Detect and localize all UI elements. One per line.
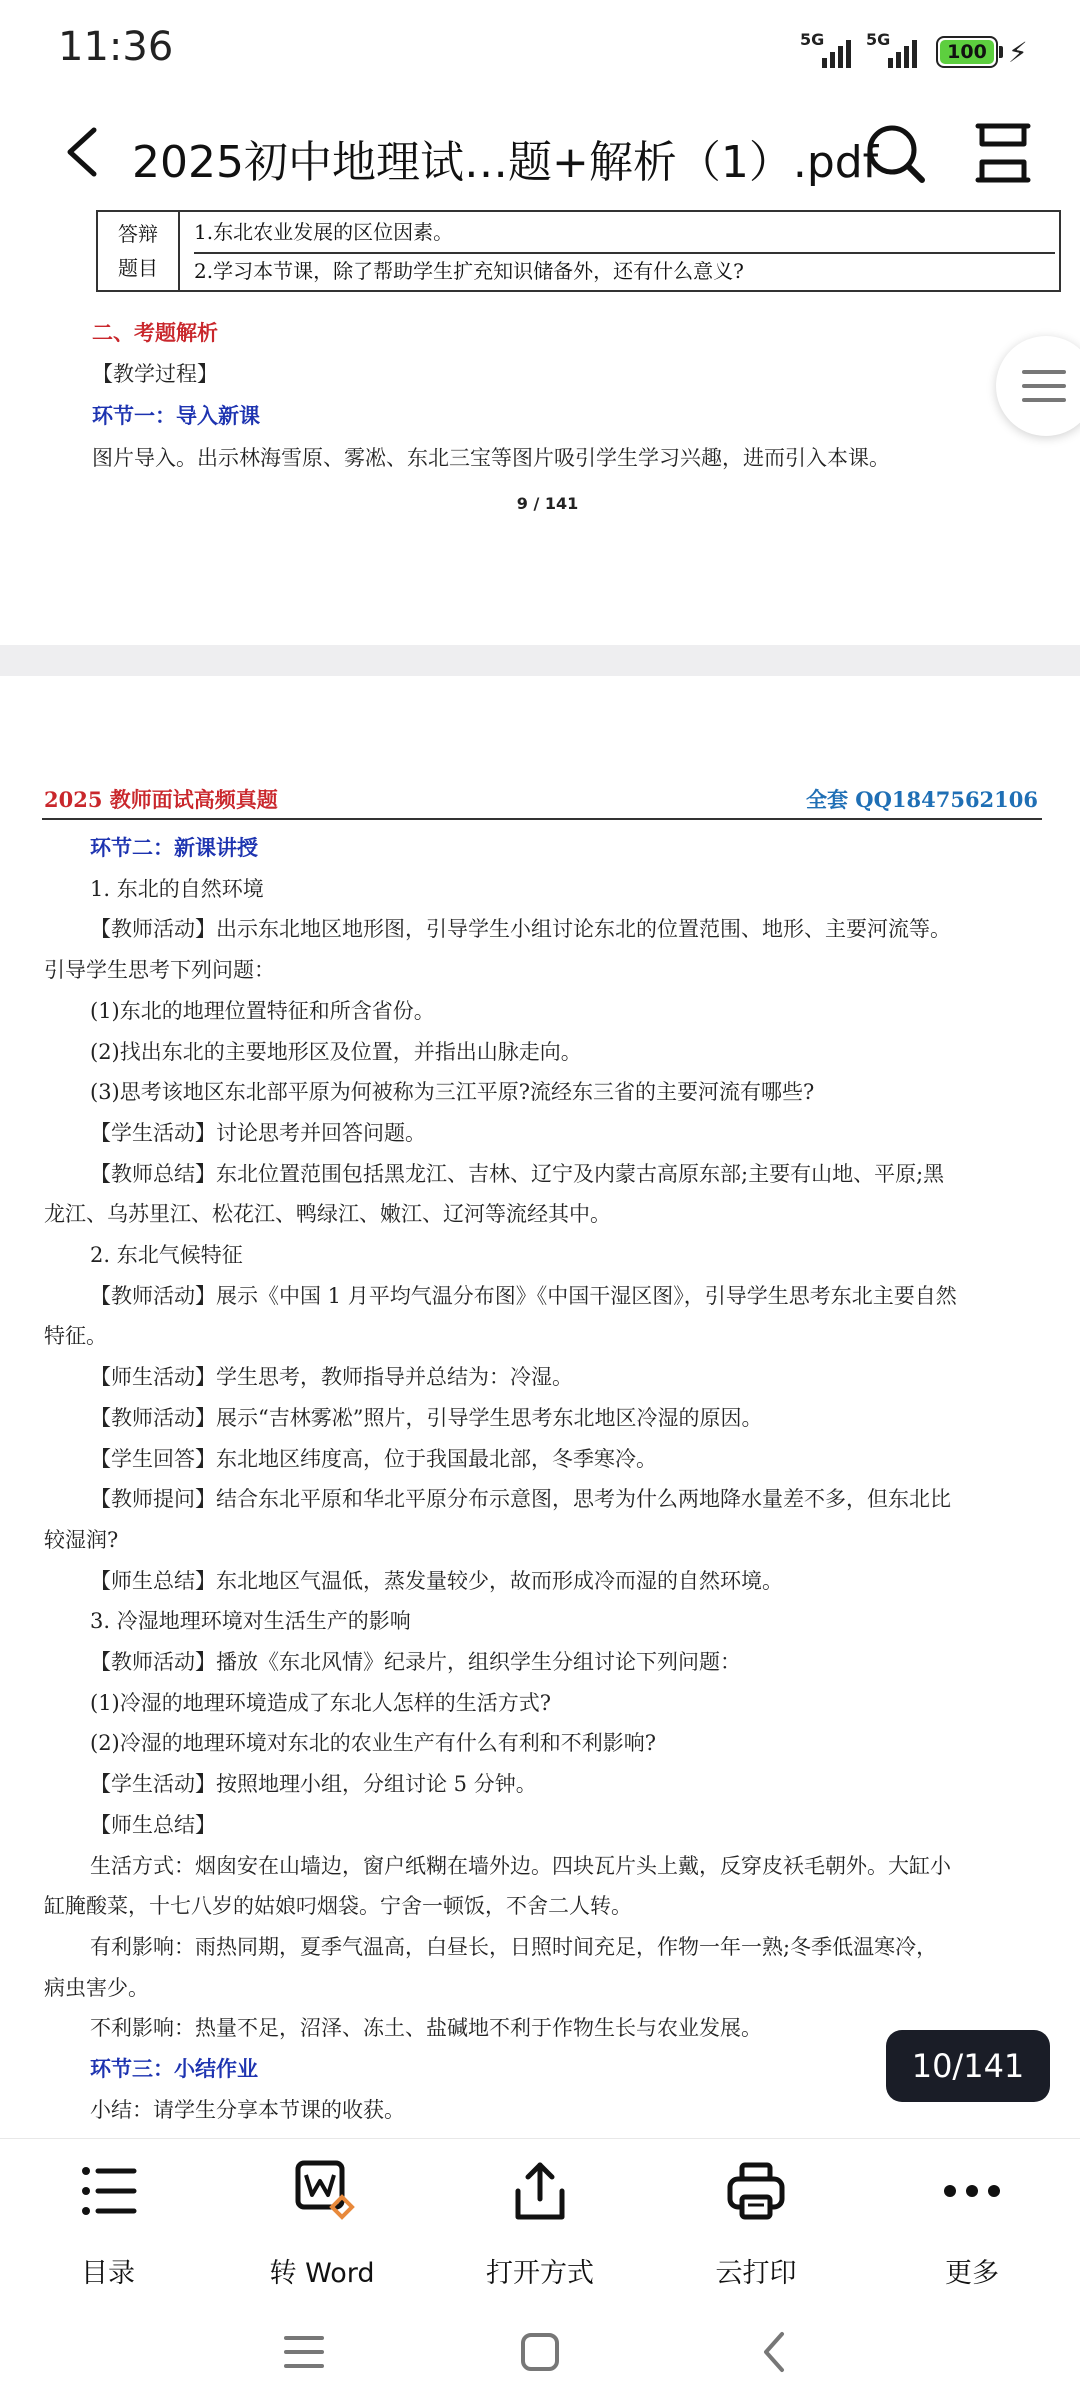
body-line: 【师生活动】学生思考，教师指导并总结为：冷湿。: [90, 1365, 573, 1389]
signal-icon-sim1: 5G: [800, 34, 860, 68]
page-footer-number: 9 / 141: [516, 494, 579, 513]
search-icon[interactable]: [860, 118, 930, 188]
body-line: (3)思考该地区东北部平原为何被称为三江平原?流经东三省的主要河流有哪些?: [90, 1080, 815, 1104]
body-line: 缸腌酸菜，十七八岁的姑娘叼烟袋。宁舍一顿饭，不舍二人转。: [44, 1894, 632, 1918]
printer-icon: [722, 2157, 790, 2225]
step-1-text: 图片导入。出示林海雪原、雾凇、东北三宝等图片吸引学生学习兴趣，进而引入本课。: [92, 446, 890, 470]
list-icon: [74, 2157, 142, 2225]
status-bar: [0, 0, 1080, 100]
more-icon: [938, 2157, 1006, 2225]
body-line: (1)冷湿的地理环境造成了东北人怎样的生活方式?: [90, 1691, 552, 1715]
body-line: 较湿润?: [44, 1528, 119, 1552]
teaching-process-label: 【教学过程】: [92, 362, 218, 386]
toolbar-open-with-button[interactable]: 打开方式: [440, 2157, 640, 2297]
body-line: 引导学生思考下列问题：: [44, 958, 275, 982]
body-line: 【教师总结】东北位置范围包括黑龙江、吉林、辽宁及内蒙古高原东部;主要有山地、平原;黑: [90, 1162, 945, 1186]
hamburger-icon: [1022, 370, 1066, 374]
step-heading: 环节三：小结作业: [90, 2056, 258, 2081]
answer-question-2: 2.学习本节课，除了帮助学生扩充知识储备外，还有什么意义?: [194, 259, 744, 283]
toolbar-cloud-print-button[interactable]: 云打印: [656, 2157, 856, 2297]
page-indicator-badge: 10/141: [886, 2030, 1050, 2102]
toolbar-catalog-button[interactable]: 目录: [8, 2157, 208, 2297]
body-line: 病虫害少。: [44, 1976, 149, 2000]
body-line: 【教师活动】出示东北地区地形图，引导学生小组讨论东北的位置范围、地形、主要河流等。: [90, 917, 951, 941]
section-title: 二、考题解析: [92, 320, 218, 345]
page-layout-icon[interactable]: [968, 118, 1038, 188]
toolbar-to-word-button[interactable]: 转 Word: [222, 2157, 422, 2297]
battery-icon: 100: [936, 36, 998, 68]
recent-apps-icon[interactable]: [274, 2322, 334, 2382]
body-line: (2)冷湿的地理环境对东北的农业生产有什么有利和不利影响?: [90, 1731, 657, 1755]
body-line: 【教师活动】展示《中国 1 月平均气温分布图》《中国干湿区图》，引导学生思考东北主要自然: [90, 1284, 957, 1308]
clock: 11:36: [58, 24, 174, 70]
signal-icon-sim2: 5G: [866, 34, 926, 68]
body-line: 不利影响：热量不足，沼泽、冻土、盐碱地不利于作物生长与农业发展。: [90, 2016, 762, 2040]
back-arrow-icon[interactable]: [56, 122, 116, 182]
body-line: 【学生回答】东北地区纬度高，位于我国最北部，冬季寒冷。: [90, 1447, 657, 1471]
body-line: 【教师提问】结合东北平原和华北平原分布示意图，思考为什么两地降水量差不多，但东北比: [90, 1487, 951, 1511]
answer-table: [96, 210, 1061, 292]
document-title: 2025初中地理试…题+解析（1）.pdf: [132, 137, 879, 188]
body-line: 【学生活动】按照地理小组，分组讨论 5 分钟。: [90, 1772, 537, 1796]
body-line: 生活方式：烟囱安在山墙边，窗户纸糊在墙外边。四块瓦片头上戴，反穿皮袄毛朝外。大缸小: [90, 1854, 951, 1878]
body-line: 【师生总结】东北地区气温低，蒸发量较少，故而形成冷而湿的自然环境。: [90, 1569, 783, 1593]
running-head-right: 全套 QQ1847562106: [805, 787, 1038, 812]
answer-table-header: 答辩 题目: [98, 212, 180, 290]
bottom-toolbar: [0, 2138, 1080, 2299]
body-line: 特征。: [44, 1324, 107, 1348]
body-line: (1)东北的地理位置特征和所含省份。: [90, 999, 435, 1023]
body-line: 【师生总结】: [90, 1813, 216, 1837]
back-icon[interactable]: [746, 2322, 806, 2382]
system-nav-bar: [0, 2298, 1080, 2401]
body-line: (2)找出东北的主要地形区及位置，并指出山脉走向。: [90, 1040, 582, 1064]
answer-question-1: 1.东北农业发展的区位因素。: [194, 212, 1055, 254]
convert-word-icon: [288, 2157, 356, 2225]
body-line: 1. 东北的自然环境: [90, 877, 264, 901]
body-line: 【教师活动】播放《东北风情》纪录片，组织学生分组讨论下列问题：: [90, 1650, 741, 1674]
share-icon: [506, 2157, 574, 2225]
body-line: 2. 东北气候特征: [90, 1243, 243, 1267]
charging-icon: ⚡: [1008, 36, 1028, 69]
body-line: 有利影响：雨热同期，夏季气温高，白昼长，日照时间充足，作物一年一熟;冬季低温寒冷，: [90, 1935, 938, 1959]
body-line: 龙江、乌苏里江、松花江、鸭绿江、嫩江、辽河等流经其中。: [44, 1202, 611, 1226]
body-line: 小结：请学生分享本节课的收获。: [90, 2098, 405, 2122]
app-header: [0, 100, 1080, 208]
body-line: 【学生活动】讨论思考并回答问题。: [90, 1121, 426, 1145]
header-rule: [42, 818, 1042, 820]
running-head-left: 2025 教师面试高频真题: [44, 787, 278, 812]
toolbar-more-button[interactable]: 更多: [872, 2157, 1072, 2297]
step-heading: 环节二：新课讲授: [90, 835, 258, 860]
home-icon[interactable]: [510, 2322, 570, 2382]
step-1-heading: 环节一：导入新课: [92, 403, 260, 428]
body-line: 3. 冷湿地理环境对生活生产的影响: [90, 1609, 411, 1633]
body-line: 【教师活动】展示“吉林雾凇”照片，引导学生思考东北地区冷湿的原因。: [90, 1406, 763, 1430]
